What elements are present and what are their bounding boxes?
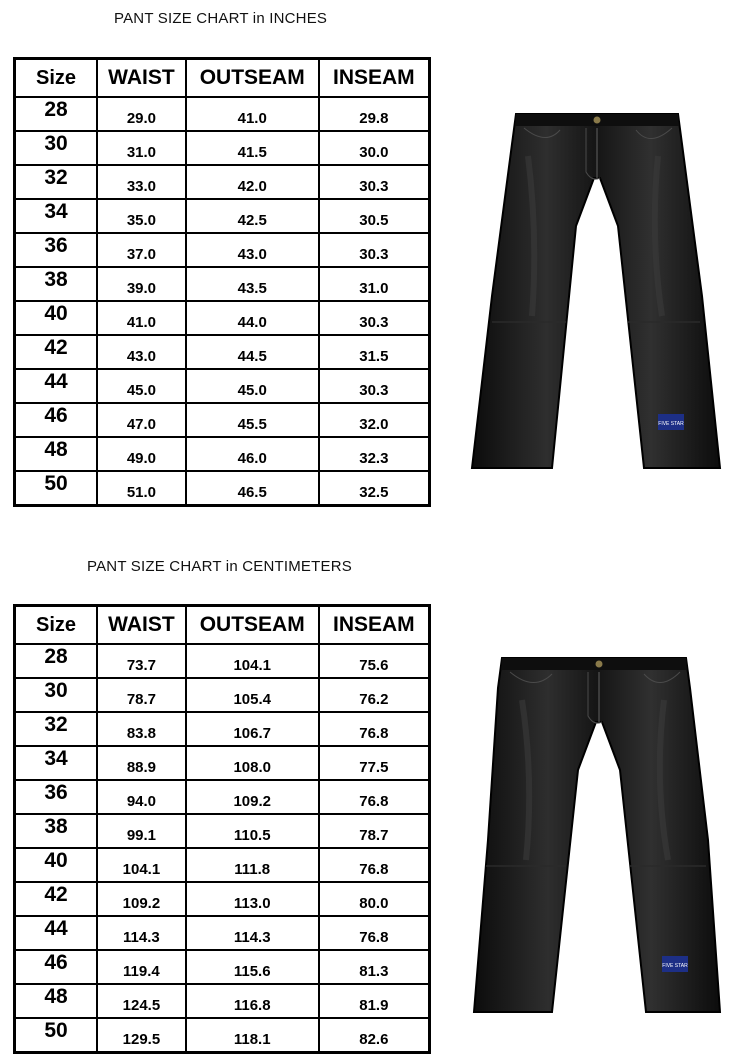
inseam-cell: 78.7 bbox=[319, 814, 430, 848]
outseam-cell: 116.8 bbox=[186, 984, 319, 1018]
table-row bbox=[15, 712, 430, 746]
table-row bbox=[15, 746, 430, 780]
waist-cell: 31.0 bbox=[97, 131, 186, 165]
size-cell: 36 bbox=[15, 233, 98, 267]
header-size: Size bbox=[15, 606, 98, 645]
waist-cell: 51.0 bbox=[97, 471, 186, 505]
size-cell: 50 bbox=[15, 1018, 98, 1052]
inseam-cell: 32.0 bbox=[319, 403, 430, 437]
outseam-cell: 44.0 bbox=[186, 301, 319, 335]
outseam-cell: 114.3 bbox=[186, 916, 319, 950]
size-cell: 44 bbox=[15, 916, 98, 950]
inseam-cell: 31.5 bbox=[319, 335, 430, 369]
inseam-cell: 30.5 bbox=[319, 199, 430, 233]
size-cell: 44 bbox=[15, 369, 98, 403]
inseam-cell: 76.8 bbox=[319, 916, 430, 950]
table-row bbox=[15, 233, 430, 267]
size-cell: 48 bbox=[15, 984, 98, 1018]
waist-cell: 78.7 bbox=[97, 678, 186, 712]
outseam-cell: 43.0 bbox=[186, 233, 319, 267]
size-cell: 40 bbox=[15, 848, 98, 882]
outseam-cell: 46.0 bbox=[186, 437, 319, 471]
outseam-cell: 45.0 bbox=[186, 369, 319, 403]
size-cell: 32 bbox=[15, 712, 98, 746]
size-cell: 46 bbox=[15, 403, 98, 437]
size-cell: 34 bbox=[15, 746, 98, 780]
table-row bbox=[15, 97, 430, 131]
size-cell: 42 bbox=[15, 335, 98, 369]
size-cell: 42 bbox=[15, 882, 98, 916]
outseam-cell: 105.4 bbox=[186, 678, 319, 712]
inseam-cell: 30.0 bbox=[319, 131, 430, 165]
inseam-cell: 77.5 bbox=[319, 746, 430, 780]
waist-cell: 43.0 bbox=[97, 335, 186, 369]
outseam-cell: 108.0 bbox=[186, 746, 319, 780]
inches-chart-title: PANT SIZE CHART in INCHES bbox=[114, 10, 328, 27]
waist-cell: 109.2 bbox=[97, 882, 186, 916]
header-waist: WAIST bbox=[97, 59, 186, 98]
outseam-cell: 43.5 bbox=[186, 267, 319, 301]
table-row bbox=[15, 403, 430, 437]
table-row bbox=[15, 848, 430, 882]
table-row bbox=[15, 335, 430, 369]
table-row bbox=[15, 916, 430, 950]
inseam-cell: 82.6 bbox=[319, 1018, 430, 1052]
outseam-cell: 110.5 bbox=[186, 814, 319, 848]
outseam-cell: 42.0 bbox=[186, 165, 319, 199]
table-row bbox=[15, 1018, 430, 1052]
centimeters-chart-title: PANT SIZE CHART in CENTIMETERS bbox=[87, 558, 352, 575]
waist-cell: 33.0 bbox=[97, 165, 186, 199]
inseam-cell: 81.3 bbox=[319, 950, 430, 984]
size-cell: 48 bbox=[15, 437, 98, 471]
header-waist: WAIST bbox=[97, 606, 186, 645]
header-size: Size bbox=[15, 59, 98, 98]
inseam-cell: 76.8 bbox=[319, 780, 430, 814]
inches-size-table bbox=[13, 57, 431, 507]
waist-cell: 35.0 bbox=[97, 199, 186, 233]
outseam-cell: 42.5 bbox=[186, 199, 319, 233]
table-row bbox=[15, 950, 430, 984]
inseam-cell: 31.0 bbox=[319, 267, 430, 301]
outseam-cell: 109.2 bbox=[186, 780, 319, 814]
inseam-cell: 30.3 bbox=[319, 301, 430, 335]
header-inseam: INSEAM bbox=[319, 59, 430, 98]
table-row bbox=[15, 471, 430, 505]
outseam-cell: 115.6 bbox=[186, 950, 319, 984]
table-row bbox=[15, 814, 430, 848]
table-row bbox=[15, 267, 430, 301]
table-row bbox=[15, 882, 430, 916]
size-cell: 38 bbox=[15, 814, 98, 848]
table-row bbox=[15, 984, 430, 1018]
waist-cell: 49.0 bbox=[97, 437, 186, 471]
outseam-cell: 46.5 bbox=[186, 471, 319, 505]
waist-cell: 45.0 bbox=[97, 369, 186, 403]
waist-cell: 124.5 bbox=[97, 984, 186, 1018]
leather-pants-photo bbox=[468, 640, 728, 1016]
inseam-cell: 81.9 bbox=[319, 984, 430, 1018]
inseam-cell: 30.3 bbox=[319, 369, 430, 403]
table-row bbox=[15, 678, 430, 712]
header-row bbox=[15, 59, 430, 98]
inseam-cell: 76.2 bbox=[319, 678, 430, 712]
outseam-cell: 41.5 bbox=[186, 131, 319, 165]
outseam-cell: 104.1 bbox=[186, 644, 319, 678]
size-cell: 38 bbox=[15, 267, 98, 301]
header-inseam: INSEAM bbox=[319, 606, 430, 645]
size-cell: 40 bbox=[15, 301, 98, 335]
outseam-cell: 106.7 bbox=[186, 712, 319, 746]
outseam-cell: 111.8 bbox=[186, 848, 319, 882]
waist-cell: 37.0 bbox=[97, 233, 186, 267]
table-row bbox=[15, 165, 430, 199]
table-row bbox=[15, 369, 430, 403]
waist-cell: 94.0 bbox=[97, 780, 186, 814]
leather-pants-photo bbox=[468, 96, 728, 472]
header-outseam: OUTSEAM bbox=[186, 59, 319, 98]
table-row bbox=[15, 644, 430, 678]
size-cell: 46 bbox=[15, 950, 98, 984]
waist-cell: 83.8 bbox=[97, 712, 186, 746]
waist-cell: 39.0 bbox=[97, 267, 186, 301]
centimeters-size-table bbox=[13, 604, 431, 1054]
waist-cell: 114.3 bbox=[97, 916, 186, 950]
table-row bbox=[15, 199, 430, 233]
waist-cell: 73.7 bbox=[97, 644, 186, 678]
outseam-cell: 113.0 bbox=[186, 882, 319, 916]
header-outseam: OUTSEAM bbox=[186, 606, 319, 645]
table-row bbox=[15, 780, 430, 814]
inseam-cell: 75.6 bbox=[319, 644, 430, 678]
waist-cell: 104.1 bbox=[97, 848, 186, 882]
size-cell: 28 bbox=[15, 97, 98, 131]
header-row bbox=[15, 606, 430, 645]
waist-cell: 29.0 bbox=[97, 97, 186, 131]
size-cell: 30 bbox=[15, 131, 98, 165]
inseam-cell: 32.3 bbox=[319, 437, 430, 471]
inseam-cell: 76.8 bbox=[319, 848, 430, 882]
outseam-cell: 118.1 bbox=[186, 1018, 319, 1052]
size-cell: 34 bbox=[15, 199, 98, 233]
outseam-cell: 45.5 bbox=[186, 403, 319, 437]
waist-cell: 47.0 bbox=[97, 403, 186, 437]
inseam-cell: 30.3 bbox=[319, 233, 430, 267]
inseam-cell: 76.8 bbox=[319, 712, 430, 746]
inseam-cell: 30.3 bbox=[319, 165, 430, 199]
inseam-cell: 32.5 bbox=[319, 471, 430, 505]
outseam-cell: 44.5 bbox=[186, 335, 319, 369]
svg-text:FIVE STAR: FIVE STAR bbox=[658, 421, 684, 427]
table-row bbox=[15, 301, 430, 335]
waist-cell: 41.0 bbox=[97, 301, 186, 335]
table-row bbox=[15, 437, 430, 471]
size-cell: 50 bbox=[15, 471, 98, 505]
size-cell: 30 bbox=[15, 678, 98, 712]
inseam-cell: 29.8 bbox=[319, 97, 430, 131]
inseam-cell: 80.0 bbox=[319, 882, 430, 916]
table-row bbox=[15, 131, 430, 165]
waist-cell: 119.4 bbox=[97, 950, 186, 984]
size-cell: 32 bbox=[15, 165, 98, 199]
size-cell: 28 bbox=[15, 644, 98, 678]
svg-text:FIVE STAR: FIVE STAR bbox=[662, 963, 688, 969]
waist-cell: 88.9 bbox=[97, 746, 186, 780]
waist-cell: 99.1 bbox=[97, 814, 186, 848]
size-cell: 36 bbox=[15, 780, 98, 814]
outseam-cell: 41.0 bbox=[186, 97, 319, 131]
waist-cell: 129.5 bbox=[97, 1018, 186, 1052]
